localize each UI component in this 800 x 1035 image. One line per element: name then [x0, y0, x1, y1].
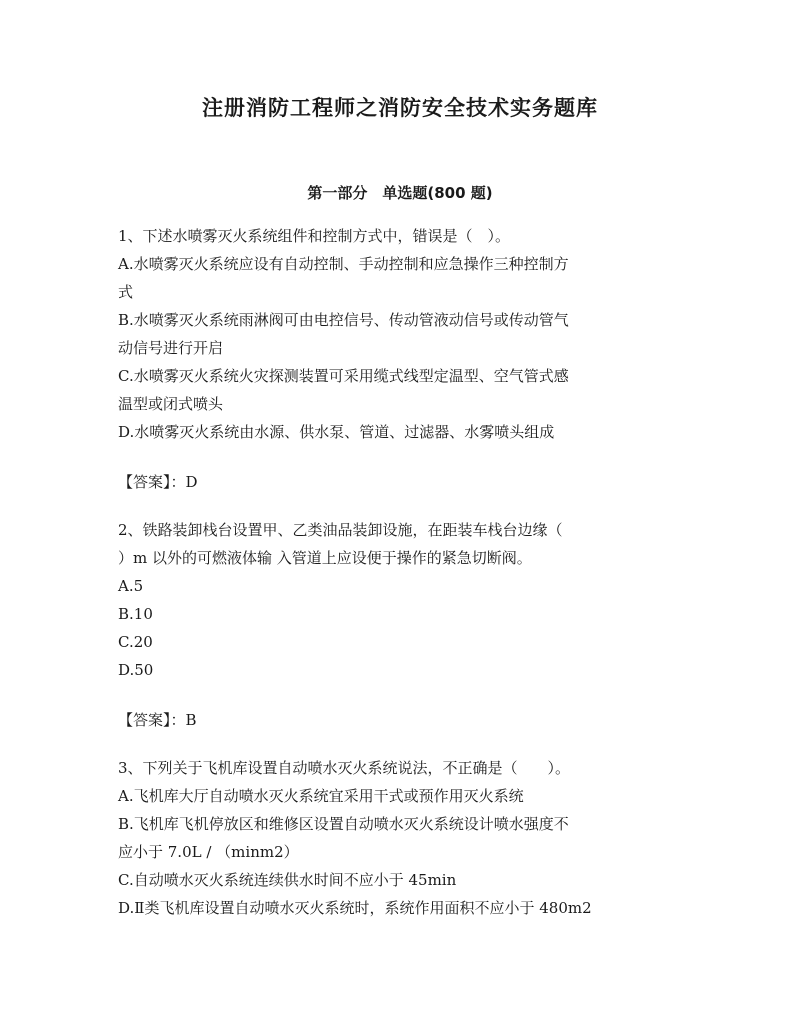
question-stem-continued: ）m 以外的可燃液体输 入管道上应设便于操作的紧急切断阀。: [118, 549, 532, 567]
question-2: [118, 516, 688, 734]
option-a: A.5: [118, 577, 144, 595]
question-stem: 1、下述水喷雾灭火系统组件和控制方式中，错误是（ ）。: [118, 227, 511, 245]
option-a: A.飞机库大厅自动喷水灭火系统宜采用干式或预作用灭火系统: [118, 787, 524, 805]
spacer: [118, 734, 688, 754]
option-b: B.10: [118, 605, 153, 623]
document-title: 注册消防工程师之消防安全技术实务题库: [202, 96, 598, 120]
question-1: [118, 222, 688, 496]
option-a-continued: 式: [118, 283, 134, 301]
question-list: [118, 222, 688, 922]
option-b: B.飞机库飞机停放区和维修区设置自动喷水灭火系统设计喷水强度不: [118, 815, 569, 833]
option-d: D.水喷雾灭火系统由水源、供水泵、管道、过滤器、水雾喷头组成: [118, 423, 555, 441]
option-c-continued: 温型或闭式喷头: [118, 395, 224, 413]
question-3: [118, 754, 688, 922]
option-a: A.水喷雾灭火系统应设有自动控制、手动控制和应急操作三种控制方: [118, 255, 569, 273]
answer-line: 【答案】：D: [118, 473, 198, 491]
option-b-continued: 应小于 7.0L / （minm2）: [118, 843, 299, 861]
option-d: D.Ⅱ类飞机库设置自动喷水灭火系统时，系统作用面积不应小于 480m2: [118, 899, 592, 917]
spacer: [118, 496, 688, 516]
spacer: [118, 684, 688, 706]
section-title: 第一部分 单选题(800 题): [307, 184, 493, 202]
option-c: C.自动喷水灭火系统连续供水时间不应小于 45min: [118, 871, 457, 889]
answer-line: 【答案】：B: [118, 711, 197, 729]
option-d: D.50: [118, 661, 154, 679]
option-b-continued: 动信号进行开启: [118, 339, 224, 357]
spacer: [118, 446, 688, 468]
question-stem: 2、铁路装卸栈台设置甲、乙类油品装卸设施，在距装车栈台边缘（: [118, 521, 563, 539]
option-b: B.水喷雾灭火系统雨淋阀可由电控信号、传动管液动信号或传动管气: [118, 311, 569, 329]
option-c: C.水喷雾灭火系统火灾探测装置可采用缆式线型定温型、空气管式感: [118, 367, 569, 385]
option-c: C.20: [118, 633, 153, 651]
question-stem: 3、下列关于飞机库设置自动喷水灭火系统说法，不正确是（ ）。: [118, 759, 571, 777]
